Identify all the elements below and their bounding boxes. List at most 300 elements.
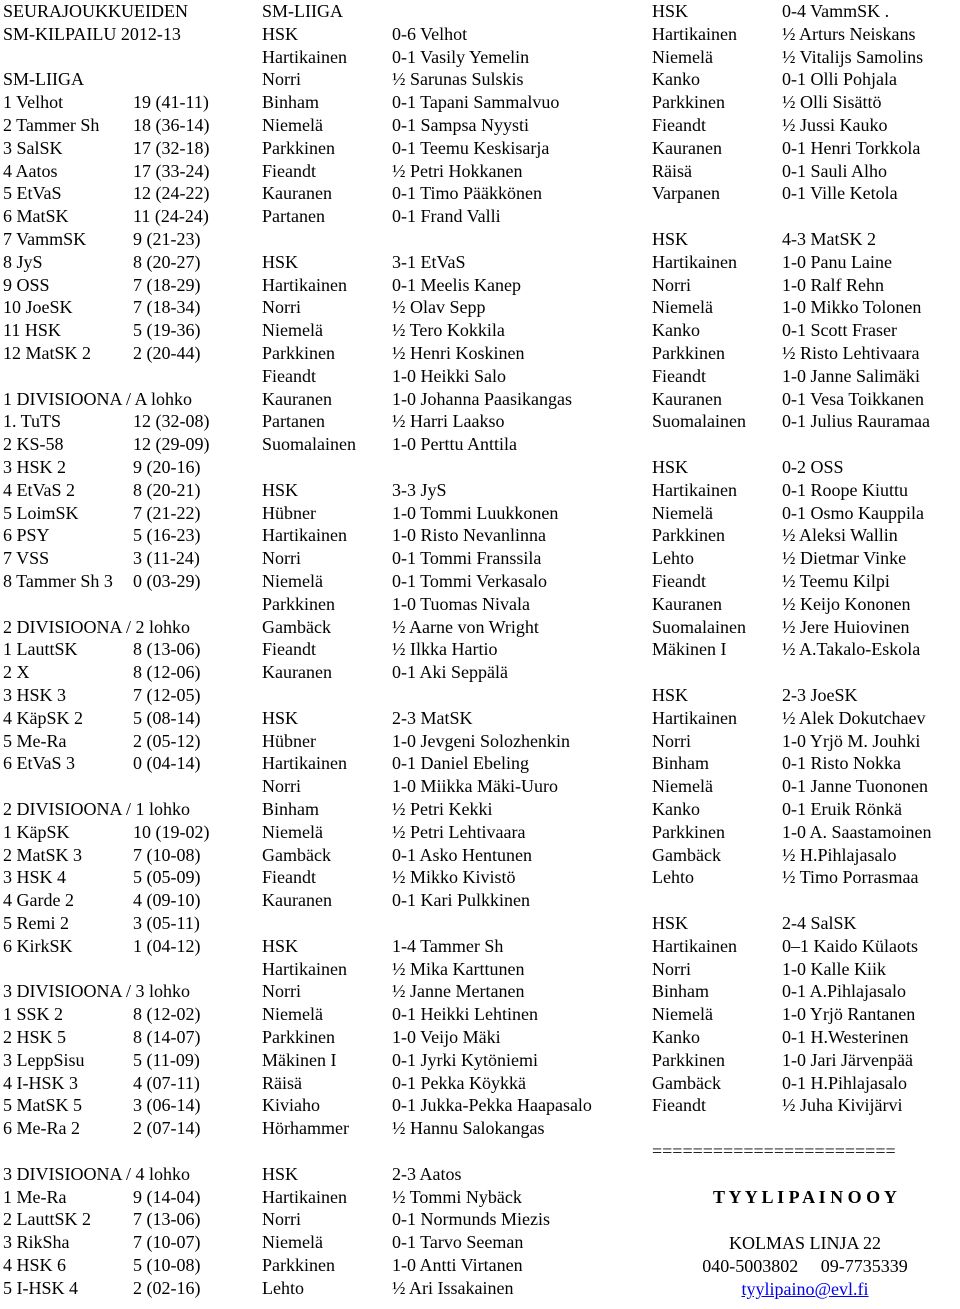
cell-points: 7 (10-07): [133, 1232, 201, 1253]
cell-result: 0-1 Timo Pääkkönen: [392, 183, 543, 204]
cell-player: Lehto: [262, 1277, 304, 1298]
cell-result: ½ Vitalijs Samolins: [782, 46, 924, 67]
cell-label: 4 KäpSK 2: [3, 707, 83, 728]
cell-result: 1-0 Ralf Rehn: [782, 274, 884, 295]
cell-player: Kanko: [652, 320, 700, 341]
cell-label: 1 Velhot: [3, 92, 64, 113]
cell-player: Mäkinen I: [652, 639, 727, 660]
cell-player: Hartikainen: [262, 46, 347, 67]
table-row: [0, 388, 960, 411]
cell-label: 2 X: [3, 662, 30, 683]
table-row: [0, 365, 960, 388]
cell-player: Parkkinen: [262, 343, 335, 363]
cell-result: 3-3 JyS: [392, 479, 447, 500]
cell-player: Räisä: [262, 1072, 302, 1093]
cell-result: 2-3 JoeSK: [782, 685, 858, 705]
table-row: [0, 1003, 960, 1026]
cell-points: 5 (16-23): [133, 525, 201, 546]
cell-player: Gambäck: [652, 844, 721, 865]
cell-result: 1-0 Miikka Mäki-Uuro: [392, 776, 558, 797]
cell-player: Niemelä: [262, 115, 323, 135]
cell-points: 11 (24-24): [133, 206, 209, 227]
cell-result: ½ Olli Sisättö: [782, 92, 882, 113]
cell-result: ½ Aarne von Wright: [392, 616, 539, 637]
cell-points: 0 (03-29): [133, 571, 201, 591]
table-row: [0, 844, 960, 867]
cell-result: ½ Tero Kokkila: [392, 320, 505, 341]
cell-player: Kauranen: [262, 662, 332, 683]
cell-result: ½ Ilkka Hartio: [392, 639, 498, 660]
cell-label: 6 PSY: [3, 525, 50, 546]
table-row: [0, 638, 960, 661]
cell-label: 7 VSS: [3, 548, 50, 569]
cell-points: 2 (02-16): [133, 1277, 201, 1298]
cell-result: ½ Timo Porrasmaa: [782, 867, 919, 888]
cell-player: Gambäck: [262, 616, 331, 637]
cell-player: Partanen: [262, 206, 325, 227]
cell-points: 12 (24-22): [133, 183, 210, 204]
cell-result: 1-0 Jari Järvenpää: [782, 1049, 913, 1070]
table-row: [0, 524, 960, 547]
table-row: [0, 684, 960, 707]
table-row: [0, 752, 960, 775]
cell-player: HSK: [652, 1, 689, 21]
cell-result: 2-3 Aatos: [392, 1163, 462, 1184]
cell-label: 6 MatSK: [3, 206, 69, 227]
cell-player: Binham: [652, 981, 709, 1002]
cell-result: ½ Juha Kivijärvi: [782, 1095, 903, 1116]
cell-player: Kanko: [652, 1027, 700, 1047]
cell-player: Kauranen: [652, 137, 722, 158]
cell-result: ½ Hannu Salokangas: [392, 1118, 545, 1139]
table-row: [0, 1026, 960, 1049]
cell-label: 3 HSK 4: [3, 867, 67, 888]
cell-label: 5 Me-Ra: [3, 730, 67, 751]
cell-result: 0-1 Julius Rauramaa: [782, 411, 930, 432]
cell-result: 3-1 EtVaS: [392, 251, 466, 272]
cell-player: Fieandt: [652, 1095, 706, 1116]
cell-label: 7 VammSK: [3, 229, 87, 249]
cell-player: HSK: [262, 935, 299, 956]
cell-result: ½ Teemu Kilpi: [782, 571, 890, 591]
cell-player: Norri: [652, 730, 691, 751]
cell-points: 0 (04-14): [133, 753, 201, 774]
cell-result: ½ Petri Kekki: [392, 799, 493, 819]
cell-player: HSK: [262, 251, 299, 272]
table-row: [0, 228, 960, 251]
table-row: [0, 0, 960, 23]
cell-points: 5 (19-36): [133, 320, 201, 341]
cell-player: Niemelä: [652, 502, 713, 523]
table-row: [0, 1208, 960, 1231]
cell-player: Niemelä: [262, 320, 323, 341]
cell-points: 2 (05-12): [133, 730, 201, 751]
cell-result: ½ Sarunas Sulskis: [392, 69, 524, 90]
cell-points: 9 (20-16): [133, 457, 201, 477]
table-row: [0, 593, 960, 616]
cell-result: ½ Alek Dokutchaev: [782, 707, 926, 728]
cell-label: 2 HSK 5: [3, 1027, 67, 1047]
cell-result: 1-0 Veijo Mäki: [392, 1027, 501, 1047]
cell-label: 12 MatSK 2: [3, 343, 92, 363]
cell-points: 7 (13-06): [133, 1209, 201, 1230]
cell-player: Fieandt: [652, 571, 706, 591]
cell-points: 8 (13-06): [133, 639, 201, 660]
cell-result: 0-1 Eruik Rönkä: [782, 799, 902, 819]
cell-player: Hartikainen: [652, 23, 737, 44]
cell-result: 0-1 Kari Pulkkinen: [392, 890, 530, 911]
cell-points: 5 (05-09): [133, 867, 201, 888]
cell-label: 2 MatSK 3: [3, 844, 83, 865]
cell-points: 17 (33-24): [133, 160, 210, 181]
cell-player: Parkkinen: [652, 1049, 725, 1070]
table-row: [0, 866, 960, 889]
cell-result: ½ Petri Hokkanen: [392, 160, 523, 181]
cell-result: ½ Arturs Neiskans: [782, 23, 916, 44]
cell-player: Fieandt: [262, 639, 316, 660]
cell-label: SM-LIIGA: [3, 69, 84, 90]
cell-result: 0–1 Kaido Külaots: [782, 935, 918, 956]
cell-player: Hartikainen: [262, 274, 347, 295]
cell-result: 0-1 Aki Seppälä: [392, 662, 508, 683]
cell-points: 7 (21-22): [133, 502, 201, 523]
cell-points: 19 (41-11): [133, 92, 209, 113]
cell-label: 2 DIVISIOONA / 1 lohko: [3, 799, 190, 819]
cell-label: 2 DIVISIOONA / 2 lohko: [3, 616, 190, 637]
cell-label: 4 Aatos: [3, 160, 58, 181]
cell-result: 0-1 Pekka Köykkä: [392, 1072, 526, 1093]
cell-points: 3 (05-11): [133, 913, 200, 933]
cell-points: 8 (20-21): [133, 479, 201, 500]
cell-player: Norri: [262, 69, 301, 90]
cell-result: 0-1 Jukka-Pekka Haapasalo: [392, 1095, 592, 1116]
table-row: [0, 912, 960, 935]
cell-result: ½ Jussi Kauko: [782, 115, 888, 135]
cell-label: 6 EtVaS 3: [3, 753, 75, 774]
cell-result: 0-1 Teemu Keskisarja: [392, 137, 550, 158]
table-row: [0, 251, 960, 274]
cell-points: 12 (32-08): [133, 411, 210, 432]
cell-result: 1-0 Perttu Anttila: [392, 434, 517, 455]
cell-player: Fieandt: [262, 867, 316, 888]
footer-rule: ========================: [652, 1141, 896, 1161]
cell-player: Norri: [262, 776, 301, 797]
cell-label: 4 EtVaS 2: [3, 479, 75, 500]
cell-player: Niemelä: [652, 297, 713, 318]
cell-label: 1 SSK 2: [3, 1004, 64, 1025]
cell-result: 4-3 MatSK 2: [782, 229, 876, 249]
cell-result: ½ Risto Lehtivaara: [782, 343, 920, 363]
cell-points: 7 (18-34): [133, 297, 201, 318]
table-row: [0, 798, 960, 821]
cell-result: 0-1 Asko Hentunen: [392, 844, 532, 865]
cell-points: 5 (11-09): [133, 1049, 200, 1070]
cell-result: 0-1 Meelis Kanep: [392, 274, 521, 295]
cell-player: Niemelä: [262, 571, 323, 591]
cell-points: 5 (10-08): [133, 1255, 201, 1275]
table-row: [0, 1117, 960, 1140]
cell-result: 0-1 Ville Ketola: [782, 183, 898, 204]
footer-phone-1: 040-5003802: [702, 1256, 799, 1276]
table-row: [0, 889, 960, 912]
cell-result: 0-1 A.Pihlajasalo: [782, 981, 906, 1002]
cell-label: 5 LoimSK: [3, 502, 79, 523]
cell-result: 1-0 Yrjö Rantanen: [782, 1004, 916, 1025]
cell-result: 0-1 Sauli Alho: [782, 160, 888, 181]
cell-player: Fieandt: [262, 365, 316, 386]
cell-player: Niemelä: [652, 776, 713, 797]
footer-company: T Y Y L I P A I N O O Y: [713, 1187, 897, 1207]
cell-result: ½ Jere Huiovinen: [782, 616, 910, 637]
cell-label: 1. TuTS: [3, 411, 62, 432]
cell-player: Parkkinen: [262, 593, 335, 614]
cell-label: 2 LauttSK 2: [3, 1209, 91, 1230]
cell-label: 9 OSS: [3, 274, 50, 295]
cell-label: SM-KILPAILU 2012-13: [3, 23, 181, 44]
cell-result: 1-0 Heikki Salo: [392, 365, 506, 386]
cell-player: Kanko: [652, 799, 700, 819]
cell-result: ½ A.Takalo-Eskola: [782, 639, 921, 660]
cell-label: 8 Tammer Sh 3: [3, 571, 113, 591]
cell-player: Kanko: [652, 69, 700, 90]
cell-label: 1 KäpSK: [3, 821, 70, 842]
cell-result: 0-1 Jyrki Kytöniemi: [392, 1049, 538, 1070]
table-row: [0, 137, 960, 160]
cell-player: HSK: [652, 913, 689, 933]
cell-points: 8 (12-02): [133, 1004, 201, 1025]
cell-label: 4 HSK 6: [3, 1255, 67, 1275]
cell-result: ½ Henri Koskinen: [392, 343, 525, 363]
cell-label: 4 I-HSK 3: [3, 1072, 78, 1093]
cell-label: 2 KS-58: [3, 434, 64, 455]
cell-result: 0-1 Tommi Verkasalo: [392, 571, 548, 591]
cell-result: 0-1 Vesa Toikkanen: [782, 388, 925, 409]
cell-label: 5 I-HSK 4: [3, 1277, 78, 1298]
cell-player: Hartikainen: [652, 707, 737, 728]
cell-result: 0-6 Velhot: [392, 23, 468, 44]
table-row: [0, 433, 960, 456]
cell-player: Kiviaho: [262, 1095, 320, 1116]
cell-player: Hörhammer: [262, 1118, 349, 1139]
cell-result: 0-1 Normunds Miezis: [392, 1209, 550, 1230]
table-row: [0, 730, 960, 753]
footer-phone-2: 09-7735339: [820, 1256, 908, 1276]
cell-result: ½ H.Pihlajasalo: [782, 844, 897, 865]
cell-points: 17 (32-18): [133, 137, 210, 158]
cell-player: Hübner: [262, 502, 316, 523]
cell-result: 0-1 Olli Pohjala: [782, 69, 897, 90]
table-row: [0, 980, 960, 1003]
cell-points: 3 (06-14): [133, 1095, 201, 1116]
cell-player: Kauranen: [262, 183, 332, 204]
cell-points: 4 (09-10): [133, 890, 201, 911]
cell-player: Suomalainen: [652, 616, 746, 637]
cell-player: Niemelä: [652, 1004, 713, 1025]
cell-result: ½ Petri Lehtivaara: [392, 821, 526, 842]
cell-player: Hartikainen: [652, 479, 737, 500]
cell-player: Niemelä: [262, 1004, 323, 1025]
cell-player: Hartikainen: [262, 958, 347, 979]
cell-player: Gambäck: [262, 844, 331, 865]
cell-result: 0-1 Tarvo Seeman: [392, 1232, 524, 1253]
table-row: [0, 68, 960, 91]
cell-points: 7 (18-29): [133, 274, 201, 295]
cell-player: Hartikainen: [262, 525, 347, 546]
cell-result: 0-1 Tommi Franssila: [392, 548, 542, 569]
cell-result: 0-4 VammSK .: [782, 1, 890, 21]
table-row: [0, 274, 960, 297]
cell-points: 12 (29-09): [133, 434, 210, 455]
cell-result: 0-1 Heikki Lehtinen: [392, 1004, 538, 1025]
cell-result: ½ Tommi Nybäck: [392, 1186, 522, 1207]
cell-result: 1-0 Johanna Paasikangas: [392, 388, 572, 409]
table-row: [0, 958, 960, 981]
cell-label: 1 DIVISIOONA / A lohko: [3, 388, 193, 409]
cell-result: ½ Mika Karttunen: [392, 958, 525, 979]
cell-player: Kauranen: [652, 593, 722, 614]
cell-result: ½ Olav Sepp: [392, 297, 486, 318]
cell-player: Fieandt: [262, 160, 316, 181]
cell-result: 0-1 Sampsa Nyysti: [392, 115, 529, 135]
cell-player: Kauranen: [262, 388, 332, 409]
table-row: [0, 205, 960, 228]
cell-result: 2-3 MatSK: [392, 707, 473, 728]
cell-label: 2 Tammer Sh: [3, 115, 100, 135]
cell-result: 1-0 Panu Laine: [782, 251, 892, 272]
cell-result: ½ Janne Mertanen: [392, 981, 525, 1002]
cell-result: 1-0 Yrjö M. Jouhki: [782, 730, 921, 751]
cell-player: Hartikainen: [652, 251, 737, 272]
cell-result: 1-0 Antti Virtanen: [392, 1255, 523, 1275]
table-row: [0, 342, 960, 365]
cell-result: ½ Keijo Kononen: [782, 593, 911, 614]
cell-result: 0-1 Scott Fraser: [782, 320, 897, 341]
cell-player: Gambäck: [652, 1072, 721, 1093]
cell-result: 0-1 Frand Valli: [392, 206, 501, 227]
cell-points: 10 (19-02): [133, 821, 210, 842]
cell-player: Parkkinen: [262, 1027, 335, 1047]
cell-player: Hartikainen: [262, 1186, 347, 1207]
cell-points: 4 (07-11): [133, 1072, 200, 1093]
cell-player: Niemelä: [652, 46, 713, 67]
cell-result: 1-4 Tammer Sh: [392, 935, 504, 956]
table-row: [0, 1163, 960, 1186]
cell-result: 0-1 Roope Kiuttu: [782, 479, 908, 500]
cell-result: ½ Aleksi Wallin: [782, 525, 898, 546]
cell-label: 5 MatSK 5: [3, 1095, 83, 1116]
cell-points: 5 (08-14): [133, 707, 201, 728]
table-row: [0, 707, 960, 730]
table-row: [0, 296, 960, 319]
cell-points: 1 (04-12): [133, 935, 201, 956]
cell-player: Lehto: [652, 867, 694, 888]
table-row: [0, 935, 960, 958]
cell-result: 1-0 Tommi Luukkonen: [392, 502, 559, 523]
cell-player: Suomalainen: [262, 434, 356, 455]
cell-player: Binham: [262, 92, 319, 113]
cell-result: 1-0 Jevgeni Solozhenkin: [392, 730, 570, 751]
cell-result: 2-4 SalSK: [782, 913, 857, 933]
footer-phones: [652, 1256, 958, 1277]
cell-label: 3 DIVISIOONA / 4 lohko: [3, 1163, 190, 1184]
cell-points: 18 (36-14): [133, 115, 210, 135]
cell-points: 8 (14-07): [133, 1027, 201, 1047]
cell-label: 5 Remi 2: [3, 913, 69, 933]
cell-player: Suomalainen: [652, 411, 746, 432]
table-row: [0, 114, 960, 137]
cell-player: Norri: [652, 274, 691, 295]
cell-player: HSK: [262, 23, 299, 44]
cell-result: 0-1 Henri Torkkola: [782, 137, 921, 158]
cell-player: Hübner: [262, 730, 316, 751]
cell-player: HSK: [652, 229, 689, 249]
cell-result: ½ Harri Laakso: [392, 411, 505, 432]
cell-player: HSK: [652, 457, 689, 477]
footer-address: KOLMAS LINJA 22: [728, 1233, 881, 1253]
footer-email-line: [652, 1279, 958, 1300]
cell-label: 3 SalSK: [3, 137, 63, 158]
cell-points: 8 (12-06): [133, 662, 201, 683]
cell-player: HSK: [262, 707, 299, 728]
cell-player: HSK: [652, 685, 689, 705]
cell-label: 3 HSK 2: [3, 457, 67, 477]
cell-result: ½ Ari Issakainen: [392, 1277, 514, 1298]
table-row: [0, 1072, 960, 1095]
cell-label: 1 Me-Ra: [3, 1186, 67, 1207]
table-row: [0, 616, 960, 639]
cell-result: 0-1 Daniel Ebeling: [392, 753, 529, 774]
table-row: [0, 479, 960, 502]
cell-label: 3 DIVISIOONA / 3 lohko: [3, 981, 190, 1002]
table-row: [0, 182, 960, 205]
cell-player: Norri: [652, 958, 691, 979]
cell-result: 1-0 Janne Salimäki: [782, 365, 920, 386]
cell-result: ½ Dietmar Vinke: [782, 548, 907, 569]
cell-player: Kauranen: [262, 890, 332, 911]
cell-player: Norri: [262, 548, 301, 569]
cell-result: 0-1 Risto Nokka: [782, 753, 901, 774]
table-row: [0, 91, 960, 114]
table-row: [0, 23, 960, 46]
cell-player: Norri: [262, 1209, 301, 1230]
cell-label: 10 JoeSK: [3, 297, 73, 318]
cell-player: Niemelä: [262, 1232, 323, 1253]
cell-player: Partanen: [262, 411, 325, 432]
cell-points: 7 (12-05): [133, 685, 201, 705]
cell-result: 1-0 A. Saastamoinen: [782, 821, 932, 842]
table-row: [0, 319, 960, 342]
cell-player: Parkkinen: [262, 137, 335, 158]
footer-email-link[interactable]: tyylipaino@evl.fi: [741, 1279, 869, 1299]
cell-player: HSK: [262, 479, 299, 500]
cell-player: Parkkinen: [652, 821, 725, 842]
cell-player: Hartikainen: [262, 753, 347, 774]
cell-player: Binham: [262, 799, 319, 819]
cell-result: 0-2 OSS: [782, 457, 844, 477]
table-row: [0, 661, 960, 684]
cell-points: 2 (07-14): [133, 1118, 201, 1139]
cell-player: HSK: [262, 1163, 299, 1184]
cell-points: 9 (14-04): [133, 1186, 201, 1207]
cell-player: Fieandt: [652, 365, 706, 386]
cell-player: Varpanen: [652, 183, 720, 204]
table-row: [0, 1049, 960, 1072]
cell-result: 1-0 Mikko Tolonen: [782, 297, 922, 318]
cell-player: Parkkinen: [652, 525, 725, 546]
cell-label: SEURAJOUKKUEIDEN: [3, 1, 188, 21]
table-row: [0, 502, 960, 525]
cell-result: 0-1 H.Pihlajasalo: [782, 1072, 907, 1093]
